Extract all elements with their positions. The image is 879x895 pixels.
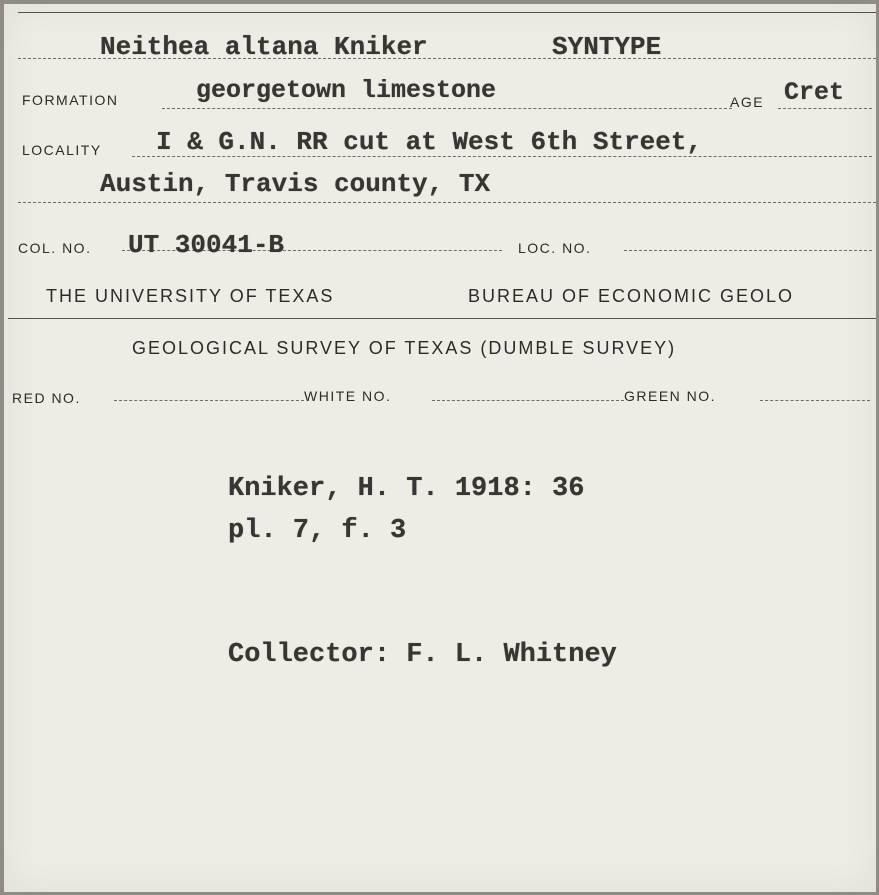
locality-rule-2 — [18, 202, 876, 203]
col-no-value: UT 30041-B — [128, 230, 285, 260]
type-status: SYNTYPE — [552, 32, 662, 62]
taxon-rule — [18, 58, 876, 59]
white-no-label: WHITE NO. — [304, 388, 392, 404]
formation-rule — [162, 108, 732, 109]
formation-label: FORMATION — [22, 92, 119, 108]
white-no-rule — [432, 400, 624, 401]
green-no-rule — [760, 400, 870, 401]
green-no-label: GREEN NO. — [624, 388, 717, 404]
institution-left: THE UNIVERSITY OF TEXAS — [46, 286, 335, 306]
red-no-rule — [114, 400, 304, 401]
taxon-name: Neithea altana Kniker — [100, 32, 428, 62]
loc-no-label: LOC. NO. — [518, 240, 592, 256]
top-border-rule — [18, 12, 876, 13]
red-no-label: RED NO. — [12, 390, 81, 406]
institution-right: BUREAU OF ECONOMIC GEOLO — [468, 286, 795, 306]
locality-label: LOCALITY — [22, 142, 102, 158]
formation-value: georgetown limestone — [196, 76, 497, 105]
locality-line-2: Austin, Travis county, TX — [100, 169, 491, 199]
age-value: Cret — [784, 78, 845, 107]
col-no-label: COL. NO. — [18, 240, 92, 256]
age-rule — [778, 108, 872, 109]
loc-no-rule — [624, 250, 872, 251]
reference-line-1: Kniker, H. T. 1918: 36 — [228, 474, 585, 504]
institution-rule — [8, 318, 876, 319]
locality-line-1: I & G.N. RR cut at West 6th Street, — [156, 127, 703, 157]
collector: Collector: F. L. Whitney — [228, 640, 617, 670]
reference-line-2: pl. 7, f. 3 — [228, 516, 407, 546]
specimen-card — [4, 4, 876, 892]
survey-title: GEOLOGICAL SURVEY OF TEXAS (DUMBLE SURVEY) — [132, 338, 677, 358]
age-label: AGE — [730, 94, 765, 110]
